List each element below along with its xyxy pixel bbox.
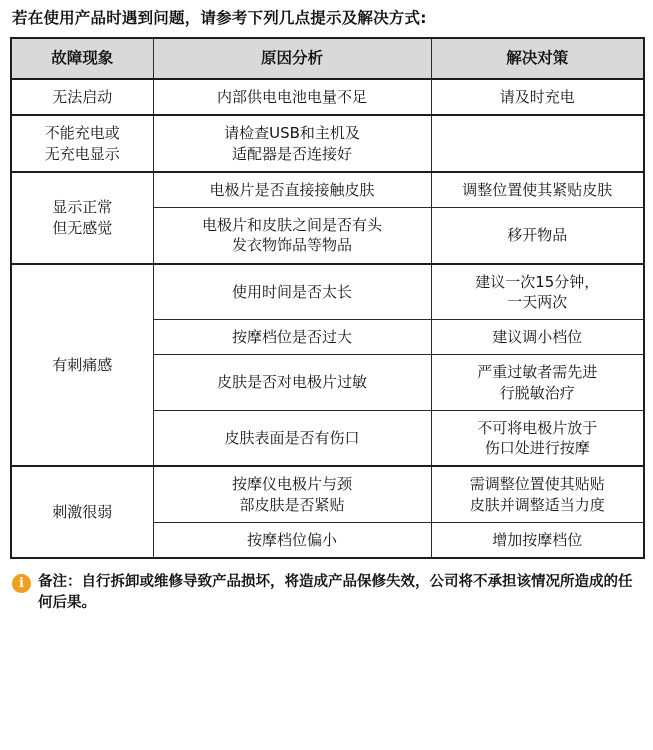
cell-solution: 不可将电极片放于 伤口处进行按摩: [431, 410, 644, 466]
cell-solution: 移开物品: [431, 208, 644, 264]
cell-solution: 请及时充电: [431, 79, 644, 115]
cell-cause: 内部供电电池电量不足: [153, 79, 431, 115]
cell-cause: 按摩仪电极片与颈 部皮肤是否紧贴: [153, 466, 431, 522]
cell-solution: 建议一次15分钟， 一天两次: [431, 264, 644, 320]
table-header-row: [11, 38, 644, 79]
cell-cause: 按摩档位偏小: [153, 522, 431, 558]
cell-solution: 增加按摩档位: [431, 522, 644, 558]
column-header-symptom: 故障现象: [11, 38, 153, 79]
troubleshooting-table: [10, 37, 645, 559]
cell-cause: 电极片和皮肤之间是否有头 发衣物饰品等物品: [153, 208, 431, 264]
note-block: [10, 572, 643, 614]
cell-symptom: 刺激很弱: [11, 466, 153, 558]
cell-cause: 皮肤表面是否有伤口: [153, 410, 431, 466]
cell-symptom: 有刺痛感: [11, 264, 153, 467]
column-header-solution: 解决对策: [431, 38, 644, 79]
table-row: [11, 172, 644, 208]
cell-cause: 电极片是否直接接触皮肤: [153, 172, 431, 208]
table-row: [11, 466, 644, 522]
table-header: [11, 38, 644, 79]
table-row: [11, 115, 644, 172]
cell-solution: [431, 115, 644, 172]
table-row: [11, 79, 644, 115]
table-row: [11, 264, 644, 320]
cell-solution: 建议调小档位: [431, 320, 644, 355]
cell-symptom: 不能充电或 无充电显示: [11, 115, 153, 172]
table-body: [11, 79, 644, 558]
page-intro-text: 若在使用产品时遇到问题，请参考下列几点提示及解决方式:: [12, 9, 427, 27]
cell-cause: 皮肤是否对电极片过敏: [153, 355, 431, 411]
note-text: 备注：自行拆卸或维修导致产品损坏，将造成产品保修失效，公司将不承担该情况所造成的任何后果。: [38, 574, 633, 612]
cell-cause: 按摩档位是否过大: [153, 320, 431, 355]
info-icon: i: [12, 574, 31, 593]
cell-symptom: 无法启动: [11, 79, 153, 115]
cell-solution: 严重过敏者需先进 行脱敏治疗: [431, 355, 644, 411]
column-header-cause: 原因分析: [153, 38, 431, 79]
cell-solution: 需调整位置使其贴贴 皮肤并调整适当力度: [431, 466, 644, 522]
cell-symptom: 显示正常 但无感觉: [11, 172, 153, 264]
cell-solution: 调整位置使其紧贴皮肤: [431, 172, 644, 208]
cell-cause: 使用时间是否太长: [153, 264, 431, 320]
cell-cause: 请检查USB和主机及 适配器是否连接好: [153, 115, 431, 172]
